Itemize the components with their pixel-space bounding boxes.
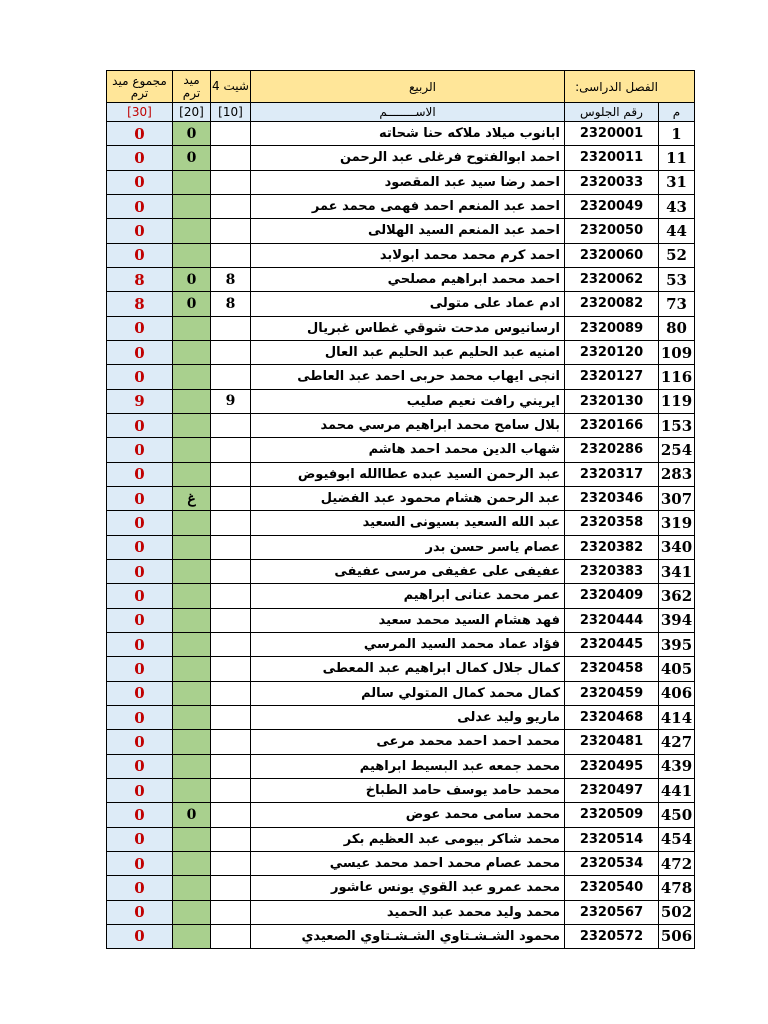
table-row <box>107 730 695 754</box>
midterm-grade-cell <box>173 778 211 802</box>
total-grade-cell: 0 <box>107 657 173 681</box>
student-name-cell: انجى ايهاب محمد حربى احمد عبد العاطى <box>251 365 565 389</box>
sheet4-grade-cell <box>211 632 251 656</box>
table-row <box>107 851 695 875</box>
table-row <box>107 924 695 948</box>
seat-number-cell: 2320509 <box>565 803 659 827</box>
student-name-cell: احمد عبد المنعم السيد الهلالى <box>251 219 565 243</box>
index-cell: 31 <box>659 170 695 194</box>
student-name-cell: احمد محمد ابراهيم مصلحي <box>251 267 565 291</box>
total-grade-cell: 0 <box>107 876 173 900</box>
student-name-cell: امنيه عبد الحليم عبد الحليم عبد العال <box>251 340 565 364</box>
seat-number-cell: 2320514 <box>565 827 659 851</box>
midterm-max: [20] <box>173 103 211 122</box>
seat-number-cell: 2320060 <box>565 243 659 267</box>
sheet4-grade-cell <box>211 608 251 632</box>
sheet4-grade-cell <box>211 754 251 778</box>
student-name-cell: عبد الرحمن هشام محمود عبد الفضيل <box>251 486 565 510</box>
total-grade-cell: 0 <box>107 243 173 267</box>
midterm-grade-cell: غ <box>173 486 211 510</box>
student-name-cell: ايريني رافت نعيم صليب <box>251 389 565 413</box>
code-header: رقم الجلوس <box>565 103 659 122</box>
midterm-grade-cell <box>173 851 211 875</box>
sheet4-grade-cell <box>211 851 251 875</box>
table-row <box>107 876 695 900</box>
table-row <box>107 900 695 924</box>
total-grade-cell: 0 <box>107 535 173 559</box>
sheet4-grade-cell <box>211 243 251 267</box>
seat-number-cell: 2320534 <box>565 851 659 875</box>
student-name-cell: محمد شاكر بيومى عبد العظيم بكر <box>251 827 565 851</box>
table-row <box>107 559 695 583</box>
index-cell: 414 <box>659 705 695 729</box>
index-cell: 80 <box>659 316 695 340</box>
total-grade-cell: 0 <box>107 681 173 705</box>
seat-number-cell: 2320050 <box>565 219 659 243</box>
total-grade-cell: 0 <box>107 462 173 486</box>
midterm-grade-cell <box>173 754 211 778</box>
student-name-cell: محمد حامد يوسف حامد الطباخ <box>251 778 565 802</box>
sheet4-grade-cell <box>211 803 251 827</box>
sheet4-grade-cell <box>211 778 251 802</box>
index-cell: 1 <box>659 122 695 146</box>
student-name-cell: فؤاد عماد محمد السيد المرسي <box>251 632 565 656</box>
student-name-cell: عبد الله السعيد بسيونى السعيد <box>251 511 565 535</box>
table-row <box>107 462 695 486</box>
total-grade-cell: 0 <box>107 365 173 389</box>
midterm-grade-cell <box>173 170 211 194</box>
sheet4-grade-cell <box>211 730 251 754</box>
total-grade-cell: 0 <box>107 608 173 632</box>
student-name-cell: كمال جلال كمال ابراهيم عبد المعطى <box>251 657 565 681</box>
total-grade-cell: 0 <box>107 511 173 535</box>
table-row <box>107 170 695 194</box>
sheet4-grade-cell <box>211 924 251 948</box>
sheet4-grade-cell <box>211 511 251 535</box>
seat-number-cell: 2320382 <box>565 535 659 559</box>
sheet4-grade-cell <box>211 681 251 705</box>
student-name-cell: محمد سامى محمد عوض <box>251 803 565 827</box>
sheet4-grade-cell: 8 <box>211 292 251 316</box>
student-name-cell: عفيفى على عفيفى مرسى عفيفى <box>251 559 565 583</box>
seat-number-cell: 2320495 <box>565 754 659 778</box>
midterm-grade-cell: 0 <box>173 292 211 316</box>
seat-number-cell: 2320001 <box>565 122 659 146</box>
table-row <box>107 194 695 218</box>
midterm-grade-cell <box>173 438 211 462</box>
total-grade-cell: 0 <box>107 146 173 170</box>
total-grade-cell: 0 <box>107 219 173 243</box>
total-grade-cell: 0 <box>107 827 173 851</box>
seat-number-cell: 2320089 <box>565 316 659 340</box>
term-label: الربيع <box>251 71 565 103</box>
total-grade-cell: 0 <box>107 559 173 583</box>
table-row <box>107 413 695 437</box>
index-cell: 506 <box>659 924 695 948</box>
seat-number-cell: 2320011 <box>565 146 659 170</box>
total-grade-cell: 0 <box>107 486 173 510</box>
table-row <box>107 632 695 656</box>
student-name-cell: محمد عصام محمد احمد محمد عيسي <box>251 851 565 875</box>
midterm-grade-cell: 0 <box>173 122 211 146</box>
midterm-grade-cell <box>173 535 211 559</box>
student-name-cell: محمد جمعه عبد البسيط ابراهيم <box>251 754 565 778</box>
index-cell: 254 <box>659 438 695 462</box>
sheet4-grade-cell <box>211 584 251 608</box>
seat-number-cell: 2320049 <box>565 194 659 218</box>
table-row <box>107 584 695 608</box>
midterm-grade-cell <box>173 876 211 900</box>
index-cell: 73 <box>659 292 695 316</box>
midterm-grade-cell: 0 <box>173 803 211 827</box>
student-name-cell: عصام ياسر حسن بدر <box>251 535 565 559</box>
index-cell: 427 <box>659 730 695 754</box>
index-header: م <box>659 103 695 122</box>
total-grade-cell: 0 <box>107 194 173 218</box>
index-cell: 439 <box>659 754 695 778</box>
table-row <box>107 486 695 510</box>
table-row <box>107 316 695 340</box>
index-cell: 53 <box>659 267 695 291</box>
sheet4-grade-cell <box>211 438 251 462</box>
sheet4-grade-cell <box>211 876 251 900</box>
table-row <box>107 146 695 170</box>
sheet4-grade-cell <box>211 462 251 486</box>
sheet4-grade-cell <box>211 365 251 389</box>
index-cell: 43 <box>659 194 695 218</box>
sheet4-grade-cell <box>211 900 251 924</box>
student-name-cell: فهد هشام السيد محمد سعيد <box>251 608 565 632</box>
index-cell: 11 <box>659 146 695 170</box>
sheet4-grade-cell <box>211 316 251 340</box>
table-row <box>107 681 695 705</box>
seat-number-cell: 2320540 <box>565 876 659 900</box>
index-cell: 340 <box>659 535 695 559</box>
midterm-header: ميد ترم <box>173 71 211 103</box>
total-grade-cell: 0 <box>107 122 173 146</box>
midterm-grade-cell <box>173 511 211 535</box>
total-grade-cell: 0 <box>107 754 173 778</box>
student-name-cell: احمد رضا سيد عبد المقصود <box>251 170 565 194</box>
total-grade-cell: 0 <box>107 803 173 827</box>
seat-number-cell: 2320444 <box>565 608 659 632</box>
index-cell: 319 <box>659 511 695 535</box>
midterm-grade-cell <box>173 681 211 705</box>
sheet4-grade-cell <box>211 827 251 851</box>
seat-number-cell: 2320459 <box>565 681 659 705</box>
semester-label: الفصل الدراسى: <box>565 71 695 103</box>
midterm-grade-cell <box>173 608 211 632</box>
seat-number-cell: 2320358 <box>565 511 659 535</box>
total-grade-cell: 0 <box>107 924 173 948</box>
midterm-grade-cell <box>173 924 211 948</box>
table-row <box>107 122 695 146</box>
sheet4-grade-cell <box>211 170 251 194</box>
total-grade-cell: 0 <box>107 438 173 462</box>
total-grade-cell: 0 <box>107 413 173 437</box>
seat-number-cell: 2320346 <box>565 486 659 510</box>
sheet4-grade-cell <box>211 146 251 170</box>
grades-table <box>106 70 695 949</box>
sheet4-grade-cell: 8 <box>211 267 251 291</box>
index-cell: 406 <box>659 681 695 705</box>
sheet4-grade-cell <box>211 657 251 681</box>
total-grade-cell: 0 <box>107 340 173 364</box>
seat-number-cell: 2320383 <box>565 559 659 583</box>
sheet4-header: شيت 4 <box>211 71 251 103</box>
midterm-grade-cell <box>173 657 211 681</box>
name-header: الاســــــــم <box>251 103 565 122</box>
midterm-grade-cell <box>173 559 211 583</box>
table-row <box>107 365 695 389</box>
seat-number-cell: 2320317 <box>565 462 659 486</box>
midterm-grade-cell: 0 <box>173 146 211 170</box>
student-name-cell: احمد كرم محمد محمد ابولابد <box>251 243 565 267</box>
sheet4-grade-cell <box>211 413 251 437</box>
student-name-cell: محمد وليد محمد عبد الحميد <box>251 900 565 924</box>
seat-number-cell: 2320286 <box>565 438 659 462</box>
table-row <box>107 292 695 316</box>
seat-number-cell: 2320458 <box>565 657 659 681</box>
table-row <box>107 705 695 729</box>
midterm-grade-cell <box>173 219 211 243</box>
student-name-cell: بلال سامح محمد ابراهيم مرسي محمد <box>251 413 565 437</box>
index-cell: 116 <box>659 365 695 389</box>
table-row <box>107 243 695 267</box>
total-max: [30] <box>107 103 173 122</box>
student-name-cell: ارسانيوس مدحت شوقي غطاس غبريال <box>251 316 565 340</box>
index-cell: 153 <box>659 413 695 437</box>
index-cell: 441 <box>659 778 695 802</box>
midterm-grade-cell: 0 <box>173 267 211 291</box>
index-cell: 119 <box>659 389 695 413</box>
midterm-grade-cell <box>173 730 211 754</box>
index-cell: 307 <box>659 486 695 510</box>
table-row <box>107 608 695 632</box>
sheet4-grade-cell <box>211 705 251 729</box>
subheader-row <box>107 103 695 122</box>
seat-number-cell: 2320127 <box>565 365 659 389</box>
table-row <box>107 267 695 291</box>
student-name-cell: عمر محمد عنانى ابراهيم <box>251 584 565 608</box>
seat-number-cell: 2320130 <box>565 389 659 413</box>
table-row <box>107 535 695 559</box>
index-cell: 44 <box>659 219 695 243</box>
seat-number-cell: 2320572 <box>565 924 659 948</box>
index-cell: 502 <box>659 900 695 924</box>
student-name-cell: ادم عماد على متولى <box>251 292 565 316</box>
midterm-grade-cell <box>173 632 211 656</box>
index-cell: 478 <box>659 876 695 900</box>
total-grade-cell: 8 <box>107 267 173 291</box>
total-grade-cell: 0 <box>107 778 173 802</box>
total-grade-cell: 0 <box>107 316 173 340</box>
midterm-grade-cell <box>173 365 211 389</box>
midterm-grade-cell <box>173 389 211 413</box>
total-grade-cell: 0 <box>107 632 173 656</box>
table-row <box>107 511 695 535</box>
sheet4-grade-cell <box>211 559 251 583</box>
sheet4-grade-cell <box>211 194 251 218</box>
total-grade-cell: 0 <box>107 170 173 194</box>
sheet4-grade-cell <box>211 535 251 559</box>
seat-number-cell: 2320567 <box>565 900 659 924</box>
midterm-grade-cell <box>173 243 211 267</box>
seat-number-cell: 2320062 <box>565 267 659 291</box>
student-name-cell: عبد الرحمن السيد عبده عطاالله ابوفيوض <box>251 462 565 486</box>
midterm-grade-cell <box>173 584 211 608</box>
sheet4-max: [10] <box>211 103 251 122</box>
total-grade-cell: 0 <box>107 584 173 608</box>
student-name-cell: محمود الشـشـتاوي الشـشـتاوي الصعيدي <box>251 924 565 948</box>
seat-number-cell: 2320033 <box>565 170 659 194</box>
index-cell: 362 <box>659 584 695 608</box>
table-row <box>107 803 695 827</box>
total-grade-cell: 0 <box>107 900 173 924</box>
midterm-grade-cell <box>173 340 211 364</box>
sheet4-grade-cell: 9 <box>211 389 251 413</box>
index-cell: 405 <box>659 657 695 681</box>
index-cell: 394 <box>659 608 695 632</box>
sheet4-grade-cell <box>211 340 251 364</box>
table-row <box>107 438 695 462</box>
seat-number-cell: 2320481 <box>565 730 659 754</box>
midterm-grade-cell <box>173 413 211 437</box>
table-row <box>107 340 695 364</box>
table-row <box>107 754 695 778</box>
index-cell: 283 <box>659 462 695 486</box>
midterm-grade-cell <box>173 194 211 218</box>
student-name-cell: ماريو وليد عدلى <box>251 705 565 729</box>
seat-number-cell: 2320120 <box>565 340 659 364</box>
student-name-cell: محمد احمد احمد محمد مرعى <box>251 730 565 754</box>
seat-number-cell: 2320445 <box>565 632 659 656</box>
header-row <box>107 71 695 103</box>
seat-number-cell: 2320497 <box>565 778 659 802</box>
seat-number-cell: 2320166 <box>565 413 659 437</box>
index-cell: 395 <box>659 632 695 656</box>
sheet4-grade-cell <box>211 122 251 146</box>
total-header: مجموع ميد ترم <box>107 71 173 103</box>
midterm-grade-cell <box>173 705 211 729</box>
total-grade-cell: 9 <box>107 389 173 413</box>
student-name-cell: شهاب الدين محمد احمد هاشم <box>251 438 565 462</box>
table-row <box>107 827 695 851</box>
index-cell: 109 <box>659 340 695 364</box>
sheet4-grade-cell <box>211 219 251 243</box>
seat-number-cell: 2320468 <box>565 705 659 729</box>
table-row <box>107 389 695 413</box>
table-row <box>107 219 695 243</box>
total-grade-cell: 0 <box>107 730 173 754</box>
seat-number-cell: 2320409 <box>565 584 659 608</box>
student-name-cell: محمد عمرو عبد القوي يونس عاشور <box>251 876 565 900</box>
midterm-grade-cell <box>173 462 211 486</box>
table-row <box>107 778 695 802</box>
midterm-grade-cell <box>173 316 211 340</box>
index-cell: 52 <box>659 243 695 267</box>
student-name-cell: احمد عبد المنعم احمد فهمى محمد عمر <box>251 194 565 218</box>
index-cell: 454 <box>659 827 695 851</box>
total-grade-cell: 0 <box>107 705 173 729</box>
sheet4-grade-cell <box>211 486 251 510</box>
total-grade-cell: 0 <box>107 851 173 875</box>
table-row <box>107 657 695 681</box>
total-grade-cell: 8 <box>107 292 173 316</box>
index-cell: 341 <box>659 559 695 583</box>
student-name-cell: كمال محمد كمال المتولي سالم <box>251 681 565 705</box>
index-cell: 450 <box>659 803 695 827</box>
midterm-grade-cell <box>173 900 211 924</box>
midterm-grade-cell <box>173 827 211 851</box>
student-name-cell: احمد ابوالفتوح فرغلى عبد الرحمن <box>251 146 565 170</box>
student-name-cell: ابانوب ميلاد ملاكه حنا شحاته <box>251 122 565 146</box>
index-cell: 472 <box>659 851 695 875</box>
seat-number-cell: 2320082 <box>565 292 659 316</box>
